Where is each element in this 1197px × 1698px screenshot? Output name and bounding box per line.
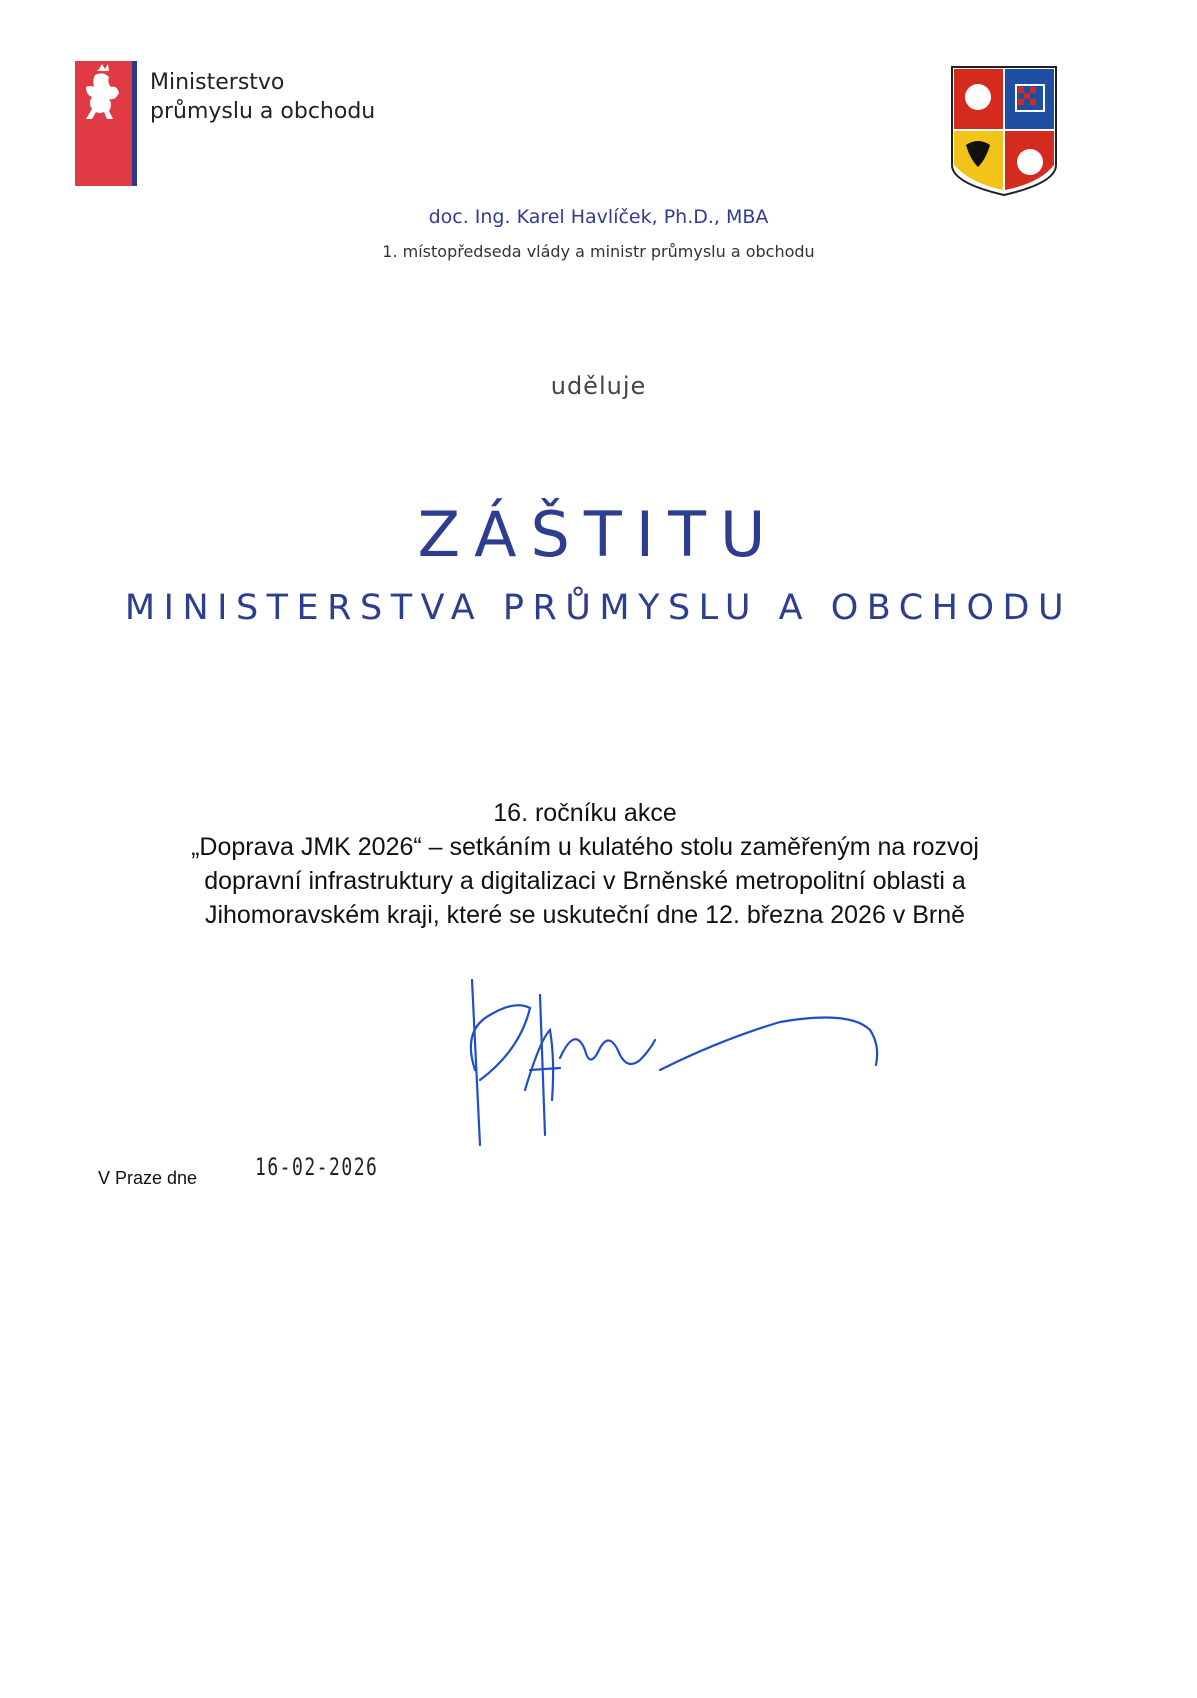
issuer-role: 1. místopředseda vlády a ministr průmyslu a obchodu xyxy=(382,242,815,261)
date-stamp: 16-02-2026 xyxy=(255,1153,379,1181)
issuer-name: doc. Ing. Karel Havlíček, Ph.D., MBA xyxy=(428,206,769,228)
document-subtitle: MINISTERSTVA PRŮMYSLU A OBCHODU xyxy=(124,588,1073,628)
coat-of-arms-icon xyxy=(950,65,1058,197)
logo-line-1: Ministerstvo xyxy=(150,70,285,95)
lion-icon xyxy=(75,61,132,131)
ministry-logo-red-bar xyxy=(75,61,132,186)
body-line: 16. ročníku akce xyxy=(493,799,677,827)
place-label: V Praze dne xyxy=(98,1168,198,1188)
handwritten-signature xyxy=(460,970,920,1155)
document-title: ZÁŠTITU xyxy=(417,498,780,571)
logo-line-2: průmyslu a obchodu xyxy=(150,99,376,124)
ministry-logo-text xyxy=(150,68,375,126)
body-line: Jihomoravském kraji, které se uskuteční dne 12. března 2026 v Brně xyxy=(204,901,966,929)
ministry-logo-blue-stripe xyxy=(132,61,137,186)
grant-verb: uděluje xyxy=(550,372,647,400)
event-description xyxy=(0,796,1170,932)
body-line: dopravní infrastruktury a digitalizaci v Brněnské metropolitní oblasti a xyxy=(204,867,966,895)
body-line: „Doprava JMK 2026“ – setkáním u kulatého stolu zaměřeným na rozvoj xyxy=(191,833,979,861)
